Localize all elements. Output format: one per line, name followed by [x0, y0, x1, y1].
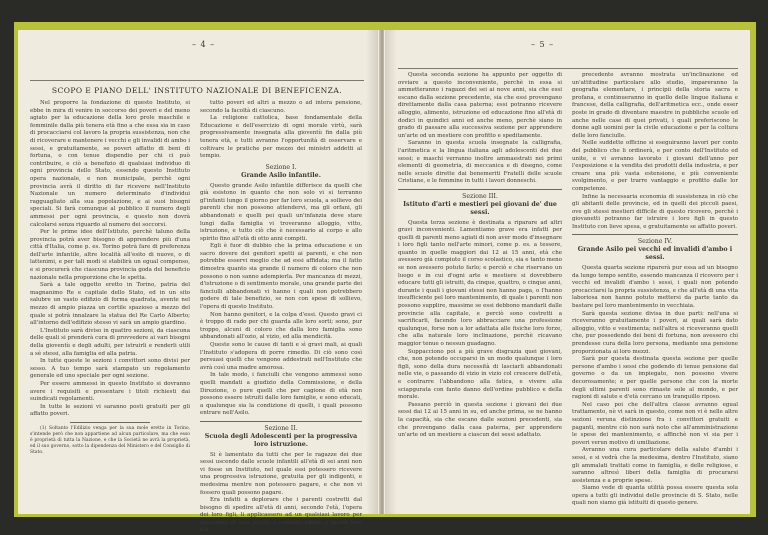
- paragraph: Sarà questa sezione divisa in due parti: nell'una si riceveranno gratuitamente i poveri, ai quali sarà dato alloggio, vitto e vestimenta; nell'altra si riceveranno quelli che, pur possedendo dei beni di fortuna, non avessero chi prendesse cura della loro persona, mediante una pensione proporzionata ai loro mezzi.: [572, 310, 738, 355]
- right-page-column-1: [398, 72, 562, 510]
- paragraph: L'Instituto sarà diviso in quattro sezioni, da ciascuna delle quali si prenderà cura di provvedere ai vari bisogni della gioventù e degli adulti, per istruirli e renderli utili a sè stessi, alla famiglia ed alla patria.: [30, 327, 190, 357]
- paragraph: La religione cattolica, base fondamentale della Educazione e dell'esercizio di ogni morale virtù, sarà progressivamente insegnata alla gioventù fin dalla più tenera età, e tutti avranno l'opportunità di osservare e coltivare le pratiche per mezzo dei ministri addetti al tempio.: [200, 115, 362, 160]
- document-title: SCOPO E PIANO DELL' INSTITUTO NAZIONALE DI BENEFICENZA.: [51, 86, 343, 95]
- right-page-number: – 5 –: [531, 40, 555, 49]
- paragraph: Per essere ammessi in questo Instituto si dovranno avere i requisiti e presentare i titoli richiesti dai suindicati regolamenti.: [30, 380, 190, 403]
- top-rule: [30, 80, 364, 81]
- paragraph: Si è lamentato da tutti che per le ragazze dei due sessi uscendo dalle scuole infantili all'età di sei anni non vi fosse un Instituto, nel quale essi potessero ricevere una progressiva istruzione, gratuita per gli indigenti, e medesima mentre non potessero pagare, e che non vi fossero quali possono pagare.: [200, 451, 362, 496]
- footnote: (1) Soltanto l'Edilizio venga per la sua mole eretto in Torino, s'intende però che non appartiene ad alcun particolare, ma che esso è proprietà di tutta la Nazione, e che la Società ne avrà la proprietà, ed il suo governo, sotto la dipendenza del Ministero e del Consiglio di Stato.: [30, 425, 190, 455]
- paragraph: Questa seconda sezione ha appunto per oggetto di ovviare a questo inconveniente, perchè in essa si ammetteranno i ragazzi dei sei ai nove anni, sia che essi escano dalla sezione precedente, sia che essi provengano direttamente dalla casa paterna; essi potranno ricevere alloggio, alimento, istruzione ed educazione fino all'età di dodici in quindici anni ed anche meno, perchè siano in grado di passare alla successiva sezione per apprendere un'arte od un mestiere con profitto e speditamente.: [398, 72, 562, 139]
- paragraph: Questa quarta sezione riparerà pur essa ad un bisogno da lungo tempo sentito, essendo mancanza il ricovero per i vecchi ed invalidi d'ambo i sessi, i quali non potendo procacciarsi la propria sussistenza, e che all'età di una vita laboriosa non hanno potuto mettersi da parte tanto da bastare pel loro mantenimento in vecchiaia.: [572, 265, 738, 310]
- paragraph: In tutte queste le sezioni i convittori sono divisi per sesso. A tuo tempo sarà stampato un regolamento generale ed uno speciale per ogni sezione.: [30, 358, 190, 380]
- paragraph: Nel caso poi che dell'altra classe avranno egual trattamento, nè vi sarà in questo, come non vi è nelle altre sezioni veruna distinzione fra i convittori gratuiti e paganti, mentre ciò non sarà noto che all'amministrazione le spese dei mantenimento, e affinchè non vi sia per i poveri verun motivo di umiliazione.: [572, 401, 738, 446]
- section-2-heading: Sezione II.: [200, 421, 362, 433]
- section-2-title: Scuola degli Adolescenti per la progressiva loro istruzione.: [204, 432, 358, 448]
- paragraph: Siamo vede di quanta utilità possa essere questa sola opera a tutti gli individui delle provincie di S. Stato, nelle quali non siamo già istituiti di questo genere.: [572, 485, 738, 507]
- paragraph: Per le prime idee dell'Istituto, perchè taluno della provincia potrà aver bisogno di apprendere più d'una città d'Italia, come p. es. Torino potrà fare di preferenza dell'arte infantile, altre località all'esito di nuove, o di lattenimi, e per tali modi si stabilirà un egual compenso, e si procurerà che ciascuna provincia goda del beneficio nazionale nella proporzione che le spetta.: [30, 229, 190, 281]
- paragraph: Sarà pur questa destinata questa sezione per quelle persone d'ambo i sessi che godendo di tenue pensione dal governo o da un impiegato, non possono vivere decorosamente; e per quelle persone che con la morte degli ultimi parenti sono rimaste sole al mondo, e per ragioni di salute e d'età cercano un tranquillo riposo.: [572, 356, 738, 401]
- paragraph: Questa terza sezione è destinata a riparare ad altri gravi inconvenienti. Lamentiamo grave era infatti per quelli di parenti meno agiati di non aver modo d'insegnare i loro figli tanto nell'arte minori, come p. es. a tessere, quanto in quelle maggiori dai 12 ai 15 anni, età che avessero già compiuto il corso scolastico, sia e tanto meno se non avessero potuto farlo; e perciò e che riservano un luogo e in cui d'ogni arte e mestiere si dovrebbero educare tutti gli istruiti, da cinque, quattro, o cinque anni, durante i quali i giovani stessi non hanno paga, o l'hanno insufficiente pel loro mantenimento, di quale i parenti non possono supplire, massime se essi debbono mandarli dalle provincie alla capitale, e perciò sono costretti a sacrificarli, facendo loro abbracciare una professione qualunque, forse non a lor adattata alle fisiche loro forze, che alla naturale loro inclinazione, perchè ricavano maggior tenue o nessun guadagno.: [398, 219, 562, 347]
- top-rule: [398, 68, 738, 69]
- paragraph: Avranno una cura particolare della salute d'ambi i sessi, e si vedrà che la medesima, dentro l'Instituto, siano gli ammalati trattati come in famiglia, e delle religiose, e saranno altresì liberi della famiglia di procurarsi assistenza e a proprie spese.: [572, 447, 738, 484]
- paragraph: Non hanno genitori, e la colpa d'essi. Questo gravi ci è troppo di rado per chi guarda alle loro sorti; sono, pur troppo, alcuni di coloro che dalla loro famiglia sono abbandonati all'ozio, al vizio, ed alla mendicità.: [200, 311, 362, 341]
- section-3-title: Istituto d'arti e mestieri pei giovani de' due sessi.: [403, 200, 557, 216]
- left-page-column-1: [30, 100, 190, 510]
- left-page-number: – 4 –: [192, 40, 216, 49]
- paragraph: Nelle suddette officine si eseguiranno lavori per conto del pubblico che li ordinerà, e per conto dell'Instituto ed unite, e vi avranno lavorato i giovani dell'anno per l'esposizione e la vendita dei prodotti della industria, e per creare una più vasta estensione, e più conveniente svolgimento, e per trarre vantaggio e profitto dalle lor competenze.: [572, 140, 738, 192]
- paragraph: tutto poveri ed altri a mezzo o ad intera pensione, secondo la facoltà di ciascuno.: [200, 100, 362, 114]
- section-3-heading: Sezione III.: [398, 189, 562, 201]
- right-page-column-2: [572, 72, 738, 510]
- footnote-separator: [70, 422, 150, 423]
- paragraph: In tale modo, i fanciulli che vengono ammessi sono quelli mandati a giudizio della Commissione, e della Direzione, o pure quelli che per cagione di età non possono essere istruiti dalle loro famiglie, e sono educati, a qualunque sia la condizione di quelli, i quali possono entrare nell'Asilo.: [200, 372, 362, 417]
- paragraph: Questo grande Asilo infantile differisce da quelli che già esistono in quanto che non solo vi si terranno gl'infanti lungo il giorno per far loro scuola, a sollievo dei parenti che non possono attendervi, ma gli orfani, gli abbandonati e quelli pei quali un'infanzia deve stare lungi dalla famiglia vi troveranno alloggio, vitto, istruzione, e tutto ciò che è necessario al corpo e allo spirito fino all'età di otto anni compiti.: [200, 182, 362, 242]
- paragraph: Infine la necessaria economia di sussistenza in ciò che gli abitanti delle provincie, ed in quelli dei piccoli paesi, ove gli stessi mestieri difficile di questo ricovero, perchè i giovanetti potranno far istruire i loro figli in questo Instituto con lieve spesa, e gratuitamente se affatto poveri.: [572, 193, 738, 230]
- paragraph: Saranno in questa scuola insegnate la calligrafia, l'aritmetica e la lingua italiana agli adolescenti dei due sessi; e maschi verranno inoltre ammaestrati nei primi elementi di geometria, di meccanica e di disegno, come nelle scuole dirette dai benemeriti Fratelli delle scuole Cristiane, e le femmine in tutti i lavori donneschi.: [398, 140, 562, 185]
- paragraph: Queste sono le cause di tanti e sì gravi mali, ai quali l'Instituto s'adopera di porre rimedio. Di ciò sono così persuasi quelli che vengono addestrati nell'Instituto che avrà così una madre amorosa.: [200, 342, 362, 371]
- section-1-heading: Sezione I.: [265, 163, 297, 171]
- paragraph: Era infatti a deplorare che i parenti costretti dal bisogno di spedire all'età di anni, secondo l'età, l'opera dei loro figli, li applicassero ad un qualsiasi lavoro per mancanza di una scuola o convitto adatto a quelle loro età.: [200, 497, 362, 534]
- paragraph: Nel proporre la fondazione di questo Instituto, si ebbe in mira di venire in soccorso dei poveri e del meno agiato per la educazione della loro prole maschile e femminile dalla più tenera età fino a che essa sia in caso di procacciarsi col lavoro la propria sussistenza, non che di ricoverare e mantenere i vecchi e gli invalidi di ambo i sessi, e gratuitamente, se poveri affatto di beni di fortuna, o con tenue dispendio per chi ci può contribuire, e ciò a benefizio di qualsiasi individuo di ogni provincia dello Stato, essendo questo Instituto opera nazionale, e non municipale, perchè ogni provincia avrà il diritto di far ricevere nell'Instituto Nazionale un numero determinato d'individui ragguagliato alla sua popolazione, e ai suoi bisogni speciali. Si farà comunque al pubblico il numero degli ammessi per ogni provincia, e questo non dovrà calcolarsi senza riguardo al numero dei soccorsi.: [30, 100, 190, 228]
- section-4-title: Grande Asilo pei vecchi ed invalidi d'ambo i sessi.: [577, 246, 733, 262]
- paragraph: Passano perciò in questa sezione i giovani dei due sessi dai 12 ai 15 anni in su, ed anche prima, se ne hanno la capacità, sia che escano dalle sezioni precedenti, sia che provengano dalla casa paterna, per apprendere un'arte od un mestiere a ciascun dei sessi adattato.: [398, 401, 562, 439]
- paragraph: Egli è fuor di dubbio che la prima educazione e un sacro dovere dei genitori spetti ai parenti, e che non potrebbe esservi meglio che ad essi affidata; ma il fatto dimostra quanto sia grande il numero di coloro che non possono o non sanno adempierla. Per mancanza di mezzi, d'istruzione o di sentimento morale, una grande parte dei fanciulli abbandonati vi hanno i quali non potrebbero godere di tale benefizio, se non con spese di sollievo, l'opera di questo Instituto.: [200, 243, 362, 311]
- section-4-heading: Sezione IV.: [572, 234, 738, 246]
- right-page-shadow: [385, 30, 397, 514]
- paragraph: Sarà a tale oggetto eretto in Torino, patria del magnanimo Re e capitale dello Stato, ed in un sito salubre un vasto edifizio di forma quadrata, avente nel mezzo di ampio piazza un cortile spazioso a mezzo del quale si potrà innalzare la statua del Re Carlo Alberto; all'intorno dell'edifizio stesso vi sarà un ampio giardino.: [30, 282, 190, 327]
- section-1-title: Grande Asilo infantile.: [241, 171, 321, 179]
- paragraph: Suppacciono poi a più grave disgrazia quei giovani, che, non potendo occuparsi in un modo qualunque i loro figli, sono della dura necessità di lasciarli abbandonati nelle vie, o passando di vizio in vizio col crescere dell'età, e contrarre l'abbandono alla fatica, e vivere alla sciapgurata con fanto danno dell'ordine pubblico e della morale.: [398, 348, 562, 401]
- left-page-column-2: [200, 100, 362, 534]
- left-page-shadow: [366, 30, 378, 514]
- paragraph: In tutte le sezioni vi saranno posti gratuiti per gli affatto poveri.: [30, 403, 190, 418]
- paragraph: precedente avranno mostrata un'inclinazione ed un'attitudine particolare allo studio, impareranno la geografia elementare, i principii della storia sacra e profana, e continueranno in quello delle lingue italiana e francese, della calligrafia, dell'aritmetica ecc., onde esser poste in grado di diventare maestre in pubbliche scuole ed anche nelle case di quei privati, i quali preferiscono le donne agli uomini per la civile educazione e per la coltura delle loro fanciulle.: [572, 72, 738, 139]
